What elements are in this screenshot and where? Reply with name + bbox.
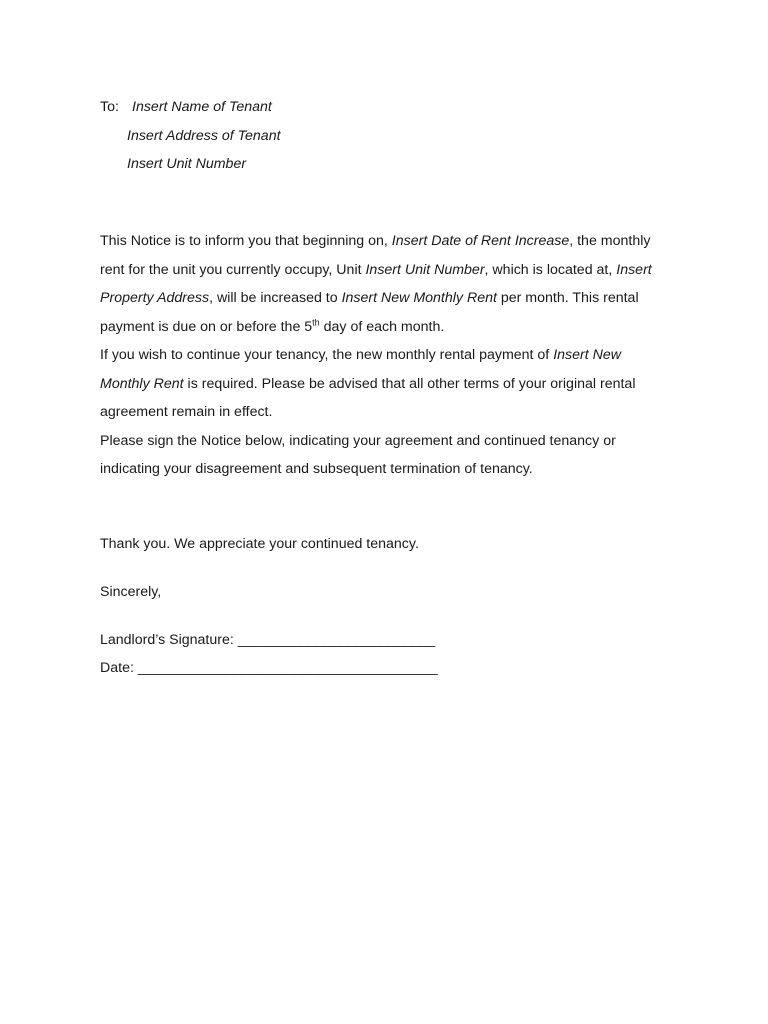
date-of-increase-placeholder: Insert Date of Rent Increase [391,233,570,249]
paragraph-rent-increase [100,227,660,341]
landlord-signature-line: Landlord’s Signature: _________________________ [100,632,436,648]
p1-text-5: per month. This rental payment is due on or before the 5 [100,290,639,335]
date-line: Date: ______________________________________ [100,660,438,676]
new-monthly-rent-placeholder-2: Insert New Monthly Rent [100,347,622,392]
p1-text-3: , which is located at, [484,261,617,278]
unit-number-placeholder: Insert Unit Number [127,156,247,172]
notice-body [100,227,660,484]
paragraph-sign-notice: Please sign the Notice below, indicating your agreement and continued tenancy or indicating your disagreement and subsequent termination of tenancy. [100,432,616,477]
p1-text-1: This Notice is to inform you that beginning on, [100,233,392,249]
property-address-placeholder: Insert Property Address [100,261,652,306]
tenant-address-placeholder: Insert Address of Tenant [127,128,281,144]
new-monthly-rent-placeholder: Insert New Monthly Rent [341,290,497,306]
to-label: To: [100,99,119,115]
p2-text-1: If you wish to continue your tenancy, the new monthly rental payment of [100,347,554,363]
thank-you-line: Thank you. We appreciate your continued tenancy. [100,536,419,552]
p1-text-4: , will be increased to [209,290,342,306]
unit-number-inline-placeholder: Insert Unit Number [365,261,485,278]
ordinal-suffix: th [312,316,320,327]
paragraph-continue-tenancy [100,341,660,427]
tenant-name-placeholder: Insert Name of Tenant [132,99,272,115]
closing-line: Sincerely, [100,584,162,600]
p2-text-2: is required. Please be advised that all other terms of your original rental agreement remain in effect. [100,375,636,420]
p1-text-6: day of each month. [319,318,445,335]
p1-text-2: , the monthly rent for the unit you currently occupy, Unit [100,233,651,278]
